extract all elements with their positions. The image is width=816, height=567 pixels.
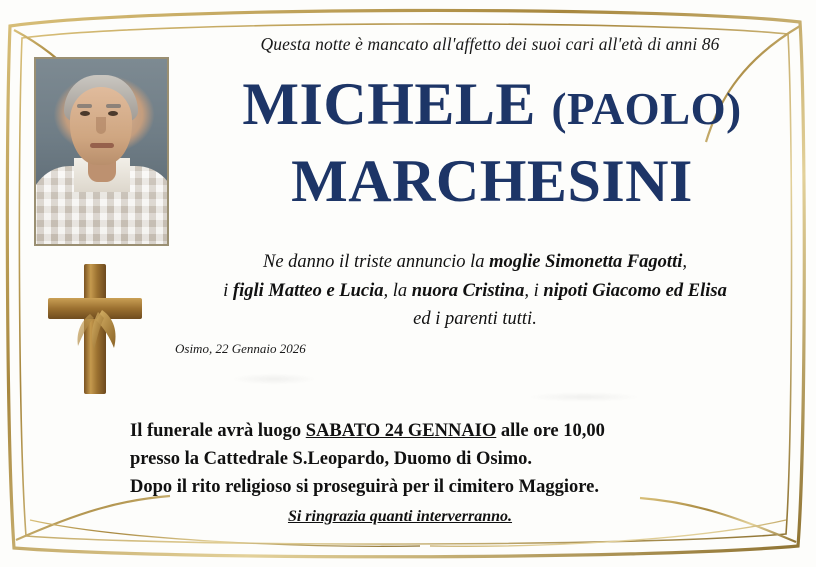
- funeral-line-1: [130, 417, 790, 445]
- funeral-1-post: alle ore 10,00: [496, 421, 605, 441]
- photo-eye-right: [108, 111, 118, 116]
- funeral-date-underlined: SABATO 24 GENNAIO: [305, 421, 497, 441]
- announcement-line-2: [150, 277, 800, 306]
- first-name-text: MICHELE: [242, 71, 536, 137]
- funeral-line-2: presso la Cattedrale S.Leopardo, Duomo di Osimo.: [130, 449, 533, 470]
- announce-2-b: , la: [383, 280, 412, 301]
- announce-2-bold-c: nipoti Giacomo ed Elisa: [543, 280, 727, 301]
- announce-2-bold-b: nuora Cristina: [411, 280, 525, 301]
- death-announcement-line: Questa notte è mancato all'affetto dei suoi cari all'età di anni 86: [260, 34, 720, 54]
- announce-2-a: i: [223, 280, 233, 301]
- portrait-photo: [34, 57, 169, 246]
- funeral-line-3: Dopo il rito religioso si proseguirà per il cimitero Maggiore.: [130, 477, 599, 498]
- announce-1-pre: Ne danno il triste annuncio la: [263, 252, 490, 272]
- photo-nose: [96, 117, 106, 134]
- photo-eyebrow-left: [77, 104, 92, 108]
- photo-eyebrow-right: [106, 104, 121, 108]
- portrait-photo-image: [36, 59, 167, 244]
- nickname-text: (PAOLO): [551, 84, 742, 134]
- deceased-surname: MARCHESINI: [291, 148, 693, 214]
- photo-mouth: [90, 143, 114, 148]
- paper-texture: [150, 355, 770, 415]
- announce-2-c: , i: [524, 280, 544, 301]
- announce-2-bold-a: figli Matteo e Lucia: [232, 280, 384, 301]
- family-announcement: [150, 248, 800, 334]
- thanks-note: Si ringrazia quanti interverranno.: [287, 508, 513, 525]
- photo-eye-left: [80, 111, 90, 116]
- place-and-date: Osimo, 22 Gennaio 2026: [175, 341, 306, 356]
- funeral-details: [130, 417, 790, 501]
- announcement-line-1: [150, 248, 800, 277]
- announce-1-bold: moglie Simonetta Fagotti: [489, 252, 683, 272]
- deceased-first-name: [172, 71, 812, 137]
- cross-icon: [44, 262, 148, 396]
- announce-1-post: ,: [682, 252, 687, 272]
- announcement-line-3: ed i parenti tutti.: [413, 309, 537, 330]
- funeral-1-pre: Il funerale avrà luogo: [130, 421, 306, 441]
